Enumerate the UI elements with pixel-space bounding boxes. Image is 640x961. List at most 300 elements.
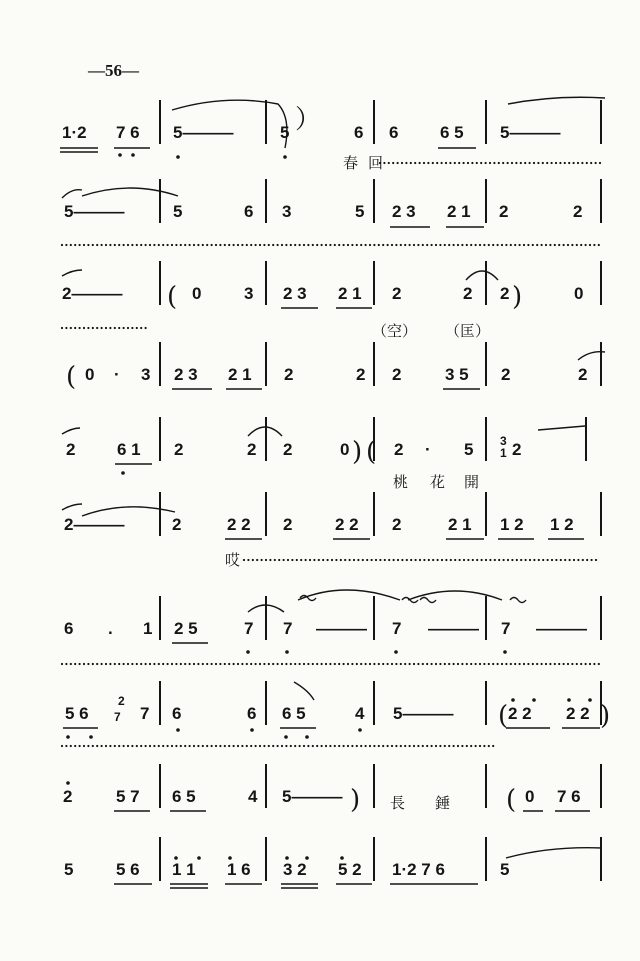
extender-dot [369,745,371,747]
extender-dot [316,244,318,246]
extender-dot [475,663,477,665]
dotted-extender [379,162,601,164]
extender-dot [263,745,265,747]
octave-dot [285,856,289,860]
octave-dot [89,735,93,739]
extender-dot [444,745,446,747]
extender-dot [488,663,490,665]
extender-dot [457,244,459,246]
extender-dot [369,244,371,246]
bracket: ) [352,437,363,467]
bracket: ( [506,785,517,815]
extender-dot [224,244,226,246]
extender-dot [598,244,600,246]
extender-dot [567,244,569,246]
extender-dot [413,745,415,747]
extender-dot [417,244,419,246]
extender-dot [406,559,408,561]
note: 2 5 [174,619,198,638]
extender-dot [343,663,345,665]
note: 7 [114,710,121,724]
octave-dot [285,650,289,654]
extender-dot [145,745,147,747]
extender-dot [321,745,323,747]
extender-dot [343,745,345,747]
notation-line [62,417,586,491]
extender-dot [388,559,390,561]
extender-dot [219,244,221,246]
extender-dot [435,244,437,246]
extender-dot [378,244,380,246]
note: 3 [141,365,151,384]
extender-dot [498,162,500,164]
extender-dot [74,663,76,665]
octave-dot [503,650,507,654]
extender-dot [524,162,526,164]
extender-dot [392,162,394,164]
extender-dot [541,663,543,665]
sustained-note: ——— [536,619,587,638]
extender-dot [387,745,389,747]
dotted-extender [61,663,600,665]
note: 2 [66,440,76,459]
extender-dot [250,745,252,747]
extender-dot [250,663,252,665]
extender-dot [395,244,397,246]
extender-dot [131,745,133,747]
extender-dot [114,663,116,665]
extender-dot [331,559,333,561]
extender-dot [277,244,279,246]
extender-dot [140,244,142,246]
extender-dot [459,559,461,561]
extender-dot [303,663,305,665]
extender-dot [448,663,450,665]
sustained-note: 5——— [393,704,454,723]
extender-dot [567,663,569,665]
extender-dot [114,244,116,246]
extender-dot [502,162,504,164]
note: 6 5 [282,704,306,723]
octave-dot [532,698,536,702]
extender-dot [87,745,89,747]
extender-dot [400,244,402,246]
extender-dot [417,745,419,747]
extender-dot [444,244,446,246]
extender-dot [259,244,261,246]
note: 1·2 7 6 [392,860,445,879]
dotted-extender [243,559,597,561]
extender-dot [255,244,257,246]
extender-dot [428,559,430,561]
extender-dot [571,244,573,246]
note: 2 [247,440,257,459]
extender-dot [127,244,129,246]
octave-dot [305,735,309,739]
extender-dot [351,745,353,747]
extender-dot [61,663,63,665]
extender-dot [541,244,543,246]
extender-dot [61,244,63,246]
extender-dot [228,244,230,246]
extender-dot [479,244,481,246]
extender-dot [453,745,455,747]
extender-dot [431,663,433,665]
slur [508,97,605,104]
extender-dot [184,745,186,747]
slur [62,504,82,510]
extender-dot [105,244,107,246]
note: 2 [501,365,511,384]
extender-dot [505,663,507,665]
extender-dot [373,244,375,246]
extender-dot [384,559,386,561]
extender-dot [79,244,81,246]
extender-dot [356,244,358,246]
extender-dot [595,162,597,164]
extender-dot [519,663,521,665]
note: 0 [525,787,535,806]
extender-dot [573,162,575,164]
extender-dot [61,327,63,329]
note: 1·2 [62,123,87,142]
extender-dot [401,162,403,164]
extender-dot [554,663,556,665]
extender-dot [252,559,254,561]
extender-dot [507,559,509,561]
extender-dot [461,244,463,246]
extender-dot [285,663,287,665]
extender-dot [555,559,557,561]
extender-dot [153,663,155,665]
extender-dot [445,162,447,164]
extender-dot [101,244,103,246]
extender-dot [466,745,468,747]
extender-dot [481,559,483,561]
octave-dot [588,698,592,702]
extender-dot [145,244,147,246]
extender-dot [268,244,270,246]
extender-dot [382,244,384,246]
note: 7 6 [557,787,581,806]
extender-dot [470,244,472,246]
bracket: ( [66,362,77,392]
extender-dot [74,327,76,329]
extender-dot [228,745,230,747]
extender-dot [532,663,534,665]
extender-dot [489,162,491,164]
note: 2 [392,365,402,384]
note: 2 [394,440,404,459]
extender-dot [145,663,147,665]
extender-dot [373,663,375,665]
note: 2 [63,787,73,806]
extender-dot [483,663,485,665]
extender-dot [316,663,318,665]
extender-dot [136,663,138,665]
extender-dot [255,663,257,665]
extender-dot [577,162,579,164]
dotted-extender [61,745,494,747]
dotted-extender [61,327,147,329]
extender-dot [278,559,280,561]
extender-dot [309,559,311,561]
extender-dot [338,745,340,747]
extender-dot [582,559,584,561]
extender-dot [92,244,94,246]
extender-dot [285,244,287,246]
extender-dot [246,663,248,665]
bracket: ) [600,701,611,731]
extender-dot [184,663,186,665]
extender-dot [563,244,565,246]
extender-dot [383,162,385,164]
extender-dot [167,745,169,747]
extender-dot [450,559,452,561]
octave-dot [246,650,250,654]
extender-dot [153,745,155,747]
extender-dot [546,162,548,164]
notation-line [63,764,601,815]
extender-dot [586,559,588,561]
extender-dot [272,244,274,246]
extender-dot [153,244,155,246]
extender-dot [511,162,513,164]
extender-dot [488,244,490,246]
dot-mark: . [108,619,113,638]
extender-dot [493,162,495,164]
extender-dot [515,162,517,164]
extender-dot [492,745,494,747]
extender-dot [92,745,94,747]
extender-dot [365,745,367,747]
extender-dot [404,745,406,747]
note: 6 5 [172,787,196,806]
note: 6 [389,123,399,142]
note: 7 6 [116,123,140,142]
slur [82,188,178,196]
extender-dot [140,663,142,665]
slur [62,190,82,198]
extender-dot [114,327,116,329]
extender-dot [123,244,125,246]
extender-dot [525,559,527,561]
extender-dot [329,745,331,747]
note: 4 [248,787,258,806]
extender-dot [74,244,76,246]
extender-dot [127,327,129,329]
sustained-note: 2——— [62,284,123,303]
extender-dot [511,559,513,561]
extender-dot [92,663,94,665]
extender-dot [409,745,411,747]
extender-dot [595,559,597,561]
extender-dot [118,327,120,329]
extender-dot [131,244,133,246]
extender-dot [312,663,314,665]
extender-dot [476,559,478,561]
extender-dot [263,663,265,665]
extender-dot [426,745,428,747]
extender-dot [277,745,279,747]
extender-dot [171,663,173,665]
extender-dot [599,162,601,164]
extender-dot [281,244,283,246]
extender-dot [105,327,107,329]
bracket: ） [295,105,322,135]
extender-dot [419,162,421,164]
extender-dot [483,745,485,747]
lyric-syllable: （匡） [445,322,491,340]
sustained-note: 5——— [282,787,343,806]
extender-dot [542,559,544,561]
lyric-syllable: 長 [390,794,406,812]
extender-dot [467,559,469,561]
extender-dot [419,559,421,561]
note: 2 [356,365,366,384]
extender-dot [347,745,349,747]
extender-dot [206,745,208,747]
note: 5 [500,860,510,879]
note: 3 5 [445,365,469,384]
extender-dot [158,745,160,747]
extender-dot [435,663,437,665]
extender-dot [83,327,85,329]
extender-dot [294,663,296,665]
extender-dot [378,745,380,747]
extender-dot [560,559,562,561]
extender-dot [558,663,560,665]
extender-dot [175,244,177,246]
extender-dot [463,162,465,164]
extender-dot [422,663,424,665]
note: 2 [392,515,402,534]
note: 2 1 [448,515,472,534]
slur [62,270,82,276]
extender-dot [250,244,252,246]
extender-dot [529,559,531,561]
extender-dot [149,663,151,665]
extender-dot [542,162,544,164]
note: 2 3 [392,202,416,221]
extender-dot [404,663,406,665]
extender-dot [356,745,358,747]
extender-dot [87,244,89,246]
extender-dot [272,663,274,665]
note: 5 [355,202,365,221]
extender-dot [375,559,377,561]
extender-dot [520,559,522,561]
extender-dot [219,663,221,665]
extender-dot [422,745,424,747]
extender-dot [538,559,540,561]
extender-dot [413,244,415,246]
extender-dot [448,745,450,747]
note: 7 [283,619,293,638]
extender-dot [537,162,539,164]
note: 1 [500,446,507,460]
extender-dot [131,327,133,329]
extender-dot [413,663,415,665]
slur [506,848,602,858]
extender-dot [435,745,437,747]
note: 2 [392,284,402,303]
extender-dot [423,162,425,164]
note: 2 2 [227,515,251,534]
extender-dot [577,559,579,561]
extender-dot [382,745,384,747]
octave-dot [511,698,515,702]
bracket: ) [512,282,523,312]
extender-dot [118,244,120,246]
extender-dot [329,663,331,665]
extender-dot [432,162,434,164]
extender-dot [448,244,450,246]
bracket: ( [366,437,377,467]
extender-dot [109,327,111,329]
note: 0 [340,440,350,459]
extender-dot [353,559,355,561]
extender-dot [422,244,424,246]
extender-dot [136,745,138,747]
extender-dot [149,745,151,747]
extender-dot [96,663,98,665]
lyric-syllable: 回 [368,154,384,172]
extender-dot [523,663,525,665]
extender-dot [256,559,258,561]
extender-dot [357,559,359,561]
note: 1 2 [550,515,574,534]
extender-dot [598,663,600,665]
extender-dot [551,559,553,561]
extender-dot [131,663,133,665]
extender-dot [344,559,346,561]
extender-dot [233,244,235,246]
octave-dot [66,781,70,785]
extender-dot [533,559,535,561]
extender-dot [299,663,301,665]
extender-dot [189,745,191,747]
extender-dot [393,559,395,561]
note: 2 [512,440,522,459]
note: 2 [283,515,293,534]
extender-dot [503,559,505,561]
extender-dot [96,244,98,246]
extender-dot [379,559,381,561]
note: 6 [172,704,182,723]
extender-dot [415,559,417,561]
extender-dot [83,745,85,747]
lyric-syllable: 花 [430,473,446,491]
extender-dot [426,663,428,665]
note: 2 [578,365,588,384]
extender-dot [347,244,349,246]
extender-dot [431,244,433,246]
extender-dot [529,162,531,164]
extender-dot [211,244,213,246]
slur [538,426,585,430]
extender-dot [371,559,373,561]
note: 2 2 [508,704,532,723]
extender-dot [237,745,239,747]
extender-dot [571,663,573,665]
note: 0 [85,365,95,384]
extender-dot [189,663,191,665]
extender-dot [241,745,243,747]
extender-dot [206,244,208,246]
note: 2 1 [228,365,252,384]
extender-dot [479,745,481,747]
